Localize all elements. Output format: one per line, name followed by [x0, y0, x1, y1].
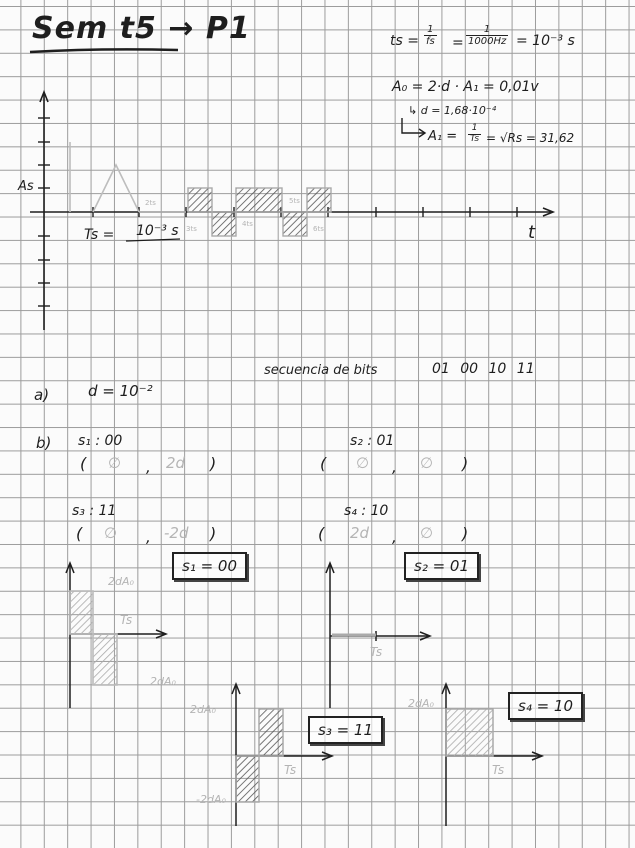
- ts-fraction-1-den: fs: [426, 36, 435, 47]
- s1-open: (: [80, 454, 87, 473]
- plot-s3-box: s₃ = 11: [308, 716, 383, 744]
- a1-fraction-num: 1: [468, 124, 481, 135]
- plot-s3-amp-top: 2dA₀: [190, 703, 216, 716]
- s1-sep: ,: [146, 458, 151, 476]
- s3-sep: ,: [146, 528, 151, 546]
- plot-s3-amp-bottom: -2dA₀: [196, 793, 226, 806]
- plot-s4-amp-top: 2dA₀: [408, 697, 434, 710]
- s2-name: s₂ : 01: [350, 433, 395, 449]
- s2-open: (: [320, 454, 327, 473]
- plot-s1-amp-bottom: 2dA₀: [150, 675, 176, 688]
- plot-s4-box: s₄ = 10: [508, 692, 583, 720]
- plot-s1-amp-top: 2dA₀: [108, 575, 134, 588]
- ts-fraction-1-num: 1: [424, 24, 437, 36]
- s4-name: s₄ : 10: [344, 503, 389, 519]
- plot-s3-ts: Ts: [284, 763, 297, 777]
- slot-label: 2ts: [145, 199, 156, 207]
- s1-close: ): [210, 454, 217, 473]
- a1-fraction-den: Ts: [470, 133, 480, 144]
- ts-equals: =: [452, 35, 464, 51]
- part-b-marker: b): [36, 434, 52, 452]
- s4-coord-1: 2d: [350, 524, 370, 542]
- s3-close: ): [210, 524, 217, 543]
- sequence-bits: 01 00 10 11: [432, 361, 535, 377]
- s2-coord-2: ∅: [420, 454, 434, 472]
- s3-coord-2: -2d: [164, 524, 189, 542]
- plot-s2-box: s₂ = 01: [404, 552, 479, 580]
- top-plot-x-label: t: [528, 222, 536, 243]
- s1-coord-2: 2d: [166, 454, 186, 472]
- s3-name: s₃ : 11: [72, 503, 117, 519]
- s2-sep: ,: [392, 458, 397, 476]
- ts-fraction-2-num: 1: [466, 24, 508, 36]
- slot-label: 3ts: [186, 225, 197, 233]
- ts-period-value: 10⁻³ s: [136, 223, 179, 239]
- part-a-value: d = 10⁻²: [88, 382, 153, 400]
- ts-formula-rhs: = 10⁻³ s: [516, 33, 575, 49]
- ts-period-label: Ts =: [84, 227, 115, 243]
- ts-fraction-2-den: 1000Hz: [468, 36, 507, 47]
- part-a-marker: a): [34, 386, 50, 404]
- slot-label: 6ts: [313, 225, 324, 233]
- s1-name: s₁ : 00: [78, 433, 123, 449]
- a0-formula: A₀ = 2·d · A₁ = 0,01v: [392, 79, 539, 95]
- s4-open: (: [318, 524, 325, 543]
- slot-label: 4ts: [242, 220, 253, 228]
- s3-coord-1: ∅: [104, 524, 118, 542]
- page-title: Sem t5 → P1: [32, 11, 251, 46]
- s1-coord-1: ∅: [108, 454, 122, 472]
- plot-s2-ts: Ts: [370, 645, 383, 659]
- s4-sep: ,: [392, 528, 397, 546]
- s4-coord-2: ∅: [420, 524, 434, 542]
- slot-label: 5ts: [289, 197, 300, 205]
- a1-rhs: = √Rs = 31,62: [486, 131, 575, 145]
- s4-close: ): [462, 524, 469, 543]
- top-plot-y-label: As: [18, 179, 34, 194]
- plot-s1-ts: Ts: [120, 613, 133, 627]
- a1-lhs: A₁ =: [428, 129, 458, 144]
- plot-s4-ts: Ts: [492, 763, 505, 777]
- sequence-label: secuencia de bits: [264, 363, 378, 378]
- s2-close: ): [462, 454, 469, 473]
- s3-open: (: [76, 524, 83, 543]
- d-formula: ↳ d = 1,68·10⁻⁴: [408, 104, 497, 117]
- s2-coord-1: ∅: [356, 454, 370, 472]
- ts-formula-lhs: ts =: [390, 33, 419, 49]
- plot-s1-box: s₁ = 00: [172, 552, 247, 580]
